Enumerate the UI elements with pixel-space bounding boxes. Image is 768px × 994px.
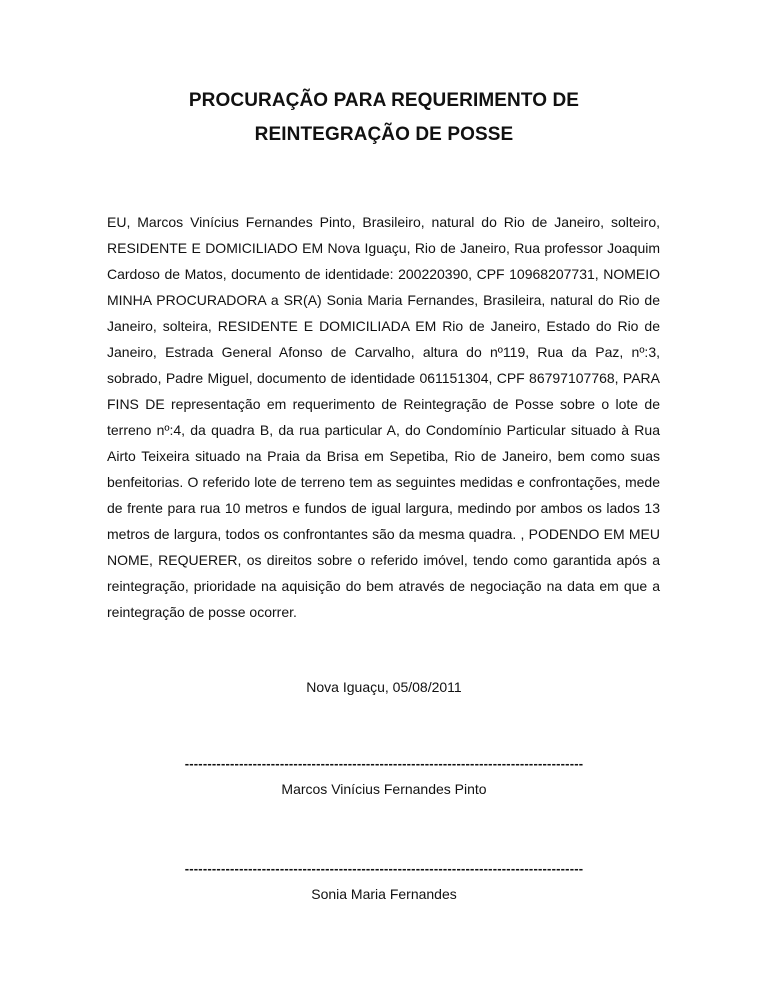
place-and-date: Nova Iguaçu, 05/08/2011 <box>306 679 462 695</box>
signature-line-attorney: ---------------------------------------------------------------------------------------- <box>184 861 584 876</box>
signature-name-grantor: Marcos Vinícius Fernandes Pinto <box>281 781 487 797</box>
signature-name-attorney: Sonia Maria Fernandes <box>311 886 457 902</box>
document-title-line-2: REINTEGRAÇÃO DE POSSE <box>254 124 514 145</box>
document-body-paragraph: EU, Marcos Vinícius Fernandes Pinto, Brasileiro, natural do Rio de Janeiro, solteiro, RESIDENTE E DOMICILIADO EM Nova Iguaçu, Rio de Janeiro, Rua professor Joaquim Cardoso de Matos, documento de identidade: 200220390, CPF 10968207731, NOMEIO MINHA PROCURADORA a SR(A) Sonia Maria Fernandes, Brasileira, natural do Rio de Janeiro, solteira, RESIDENTE E DOMICILIADA EM Rio de Janeiro, Estado do Rio de Janeiro, Estrada General Afonso de Carvalho, altura do nº119, Rua da Paz, nº:3, sobrado, Padre Miguel, documento de identidade 061151304, CPF 86797107768, PARA FINS DE representação em requerimento de Reintegração de Posse sobre o lote de terreno nº:4, da quadra B, da rua particular A, do Condomínio Particular situado à Rua Airto Teixeira situado na Praia da Brisa em Sepetiba, Rio de Janeiro, bem como suas benfeitorias. O referido lote de terreno tem as seguintes medidas e confrontações, mede de frente para rua 10 metros e fundos de igual largura, medindo por ambos os lados 13 metros de largura, todos os confrontantes são da mesma quadra. , PODENDO EM MEU NOME, REQUERER, os direitos sobre o referido imóvel, tendo como garantida após a reintegração, prioridade na aquisição do bem através de negociação na data em que a reintegração de posse ocorrer. <box>107 214 660 620</box>
document-title-line-1: PROCURAÇÃO PARA REQUERIMENTO DE <box>188 90 580 111</box>
signature-line-grantor: ---------------------------------------------------------------------------------------- <box>184 756 584 771</box>
